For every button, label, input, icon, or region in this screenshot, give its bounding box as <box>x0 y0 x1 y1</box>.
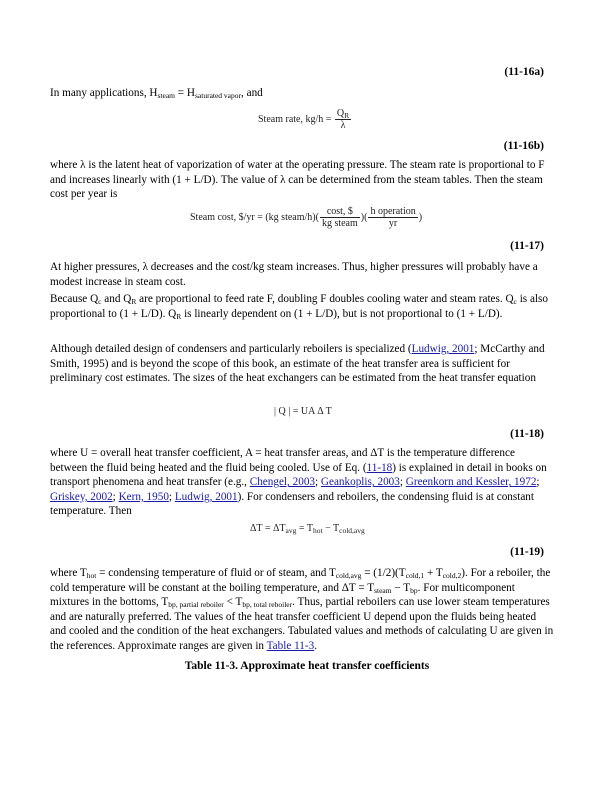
paragraph-temperatures: where $T_{hot}$ = condensing temperature of fluid or of steam, and $T_{cold,avg} = (1/2)(T_{cold,1} + T_{cold,2})$. For a reboiler, the cold temperature will be constant at the boiling temperature, and $\Delta T = T_{steam} - T_{bp}$. For multicomponent mixtures in the bottoms, $T_{bp, partial reboiler} < T_{bp, total reboiler}$. Thus, partial reboilers can use lower steam temperatures and are naturally preferred. The values of the heat transfer coefficient U depend upon the fluids being heated and cooled and the condition of the heat exchangers. Tabulated values and methods of calculating U are given in the references. Approximate ranges are given in Table 11-3. <box>50 567 554 652</box>
paragraph-higher-pressures: At higher pressures, λ decreases and the cost/kg steam increases. Thus, higher pressures will probably have a modest increase in steam cost. <box>50 261 538 288</box>
equation-number-11-18: (11-18) <box>510 428 544 440</box>
equation-steam-rate: Steam rate, kg/h = $\frac{Q_R}{\lambda}$ <box>258 108 350 131</box>
link-ludwig-2001[interactable]: Ludwig, 2001 <box>411 343 475 355</box>
link-chengel-2003[interactable]: Chengel, 2003 <box>249 476 316 489</box>
link-geankoplis-2003[interactable]: Geankoplis, 2003 <box>320 476 400 489</box>
equation-heat-transfer: | Q | = UA Δ T <box>274 406 332 417</box>
link-eq-11-18[interactable]: 11-18 <box>366 461 393 474</box>
equation-number-11-16b: (11-16b) <box>503 140 544 152</box>
paragraph-detailed-design: Although detailed design of condensers and particularly reboilers is specialized (Ludwig, 2001; McCarthy and Smith, 1995) and is beyond the scope of this book, an estimate of the heat transfer area is sufficient for preliminary cost estimates. The sizes of the heat exchangers can be estimated from the heat transfer equation <box>50 343 545 385</box>
equation-number-11-16a: (11-16a) <box>504 66 544 78</box>
paragraph-overall-coefficient: where U = overall heat transfer coefficient, A = heat transfer areas, and ΔT is the temperature difference between the fluid being heated and the fluid being cooled. Use of Eq. (11-18) is explained in detail in books on transport phenomena and heat transfer (e.g., Chengel, 2003; Geankoplis, 2003; Greenkorn and Kessler, 1972; Griskey, 2002; Kern, 1950; Ludwig, 2001). For condensers and reboilers, the condensing fluid is at constant temperature. Then <box>50 447 547 518</box>
link-table-11-3[interactable]: Table 11-3 <box>266 639 315 652</box>
link-ludwig-2001-b[interactable]: Ludwig, 2001 <box>174 490 238 503</box>
equation-steam-cost: Steam cost, $/yr = (kg steam/h)( $\frac{\cos t, \$}{\text{kg steam}}$ )( $\frac{\text{h operation}}{yr}$ ) <box>190 206 423 229</box>
paragraph-latent-heat: where λ is the latent heat of vaporization of water at the operating pressure. The steam rate is proportional to F and increases linearly with (1 + L/D). The value of λ can be determined from the steam tables. Then the steam cost per year is <box>50 159 545 201</box>
link-griskey-2002[interactable]: Griskey, 2002 <box>50 490 113 503</box>
table-caption: Table 11-3. Approximate heat transfer coefficients <box>184 660 430 672</box>
equation-number-11-19: (11-19) <box>510 546 544 558</box>
link-greenkorn-kessler-1972[interactable]: Greenkorn and Kessler, 1972 <box>405 476 537 489</box>
paragraph-applications: In many applications, $H_{steam} = H_{saturated vapor}$, and <box>50 87 263 100</box>
equation-delta-t: $\Delta T = \Delta T_{avg} = T_{hot} - T_{cold,avg}$ <box>250 523 365 535</box>
paragraph-proportional: Because $Q_c$ and $Q_R$ are proportional to feed rate F, doubling F doubles cooling water and steam rates. $Q_c$ is also proportional to (1 + L/D). $Q_R$ is linearly dependent on (1 + L/D), but is not proportional to (1 + L/D). <box>50 293 548 321</box>
link-kern-1950[interactable]: Kern, 1950 <box>118 490 169 503</box>
equation-number-11-17: (11-17) <box>510 240 544 252</box>
